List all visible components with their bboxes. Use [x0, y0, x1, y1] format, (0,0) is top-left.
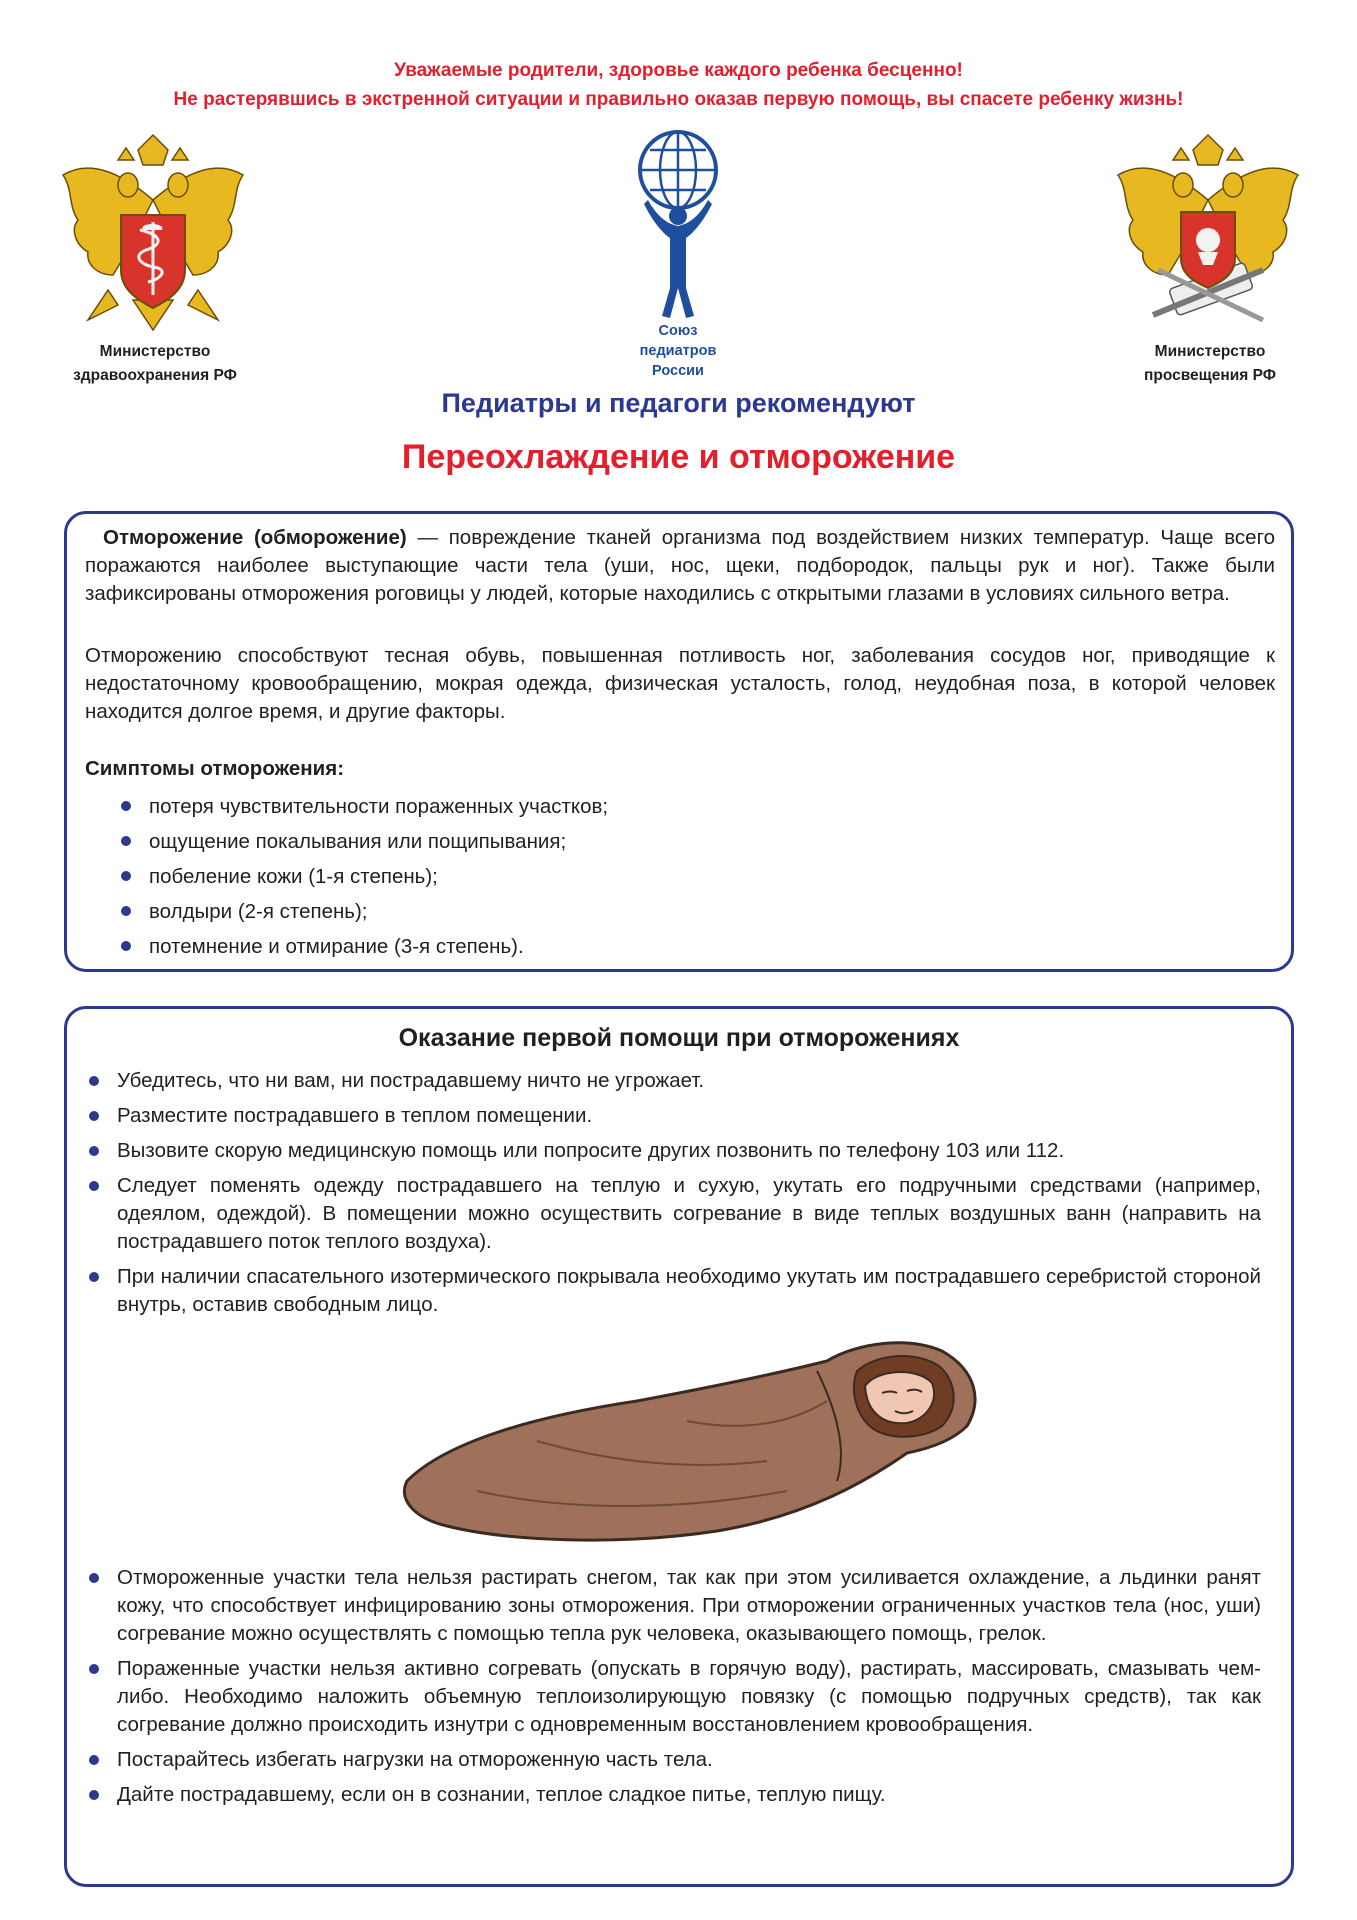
list-item	[81, 1137, 1261, 1165]
definition-paragraph	[85, 524, 1275, 608]
list-item	[81, 1655, 1261, 1739]
list-item	[81, 1564, 1261, 1648]
first-aid-title: Оказание первой помощи при отморожениях	[398, 1024, 960, 1052]
wrapped-person-illustration	[387, 1331, 987, 1556]
pediatricians-union-caption	[618, 321, 738, 381]
caption-line: Союз	[658, 323, 698, 339]
caption-line: здравоохранения РФ	[73, 367, 237, 384]
list-item	[113, 894, 608, 929]
header-line-1: Уважаемые родители, здоровье каждого ребенка бесценно!	[394, 60, 963, 81]
list-item	[81, 1067, 1261, 1095]
caption-line: России	[652, 363, 704, 379]
bullet-icon	[121, 801, 131, 811]
list-item-text: Разместите пострадавшего в теплом помещении.	[117, 1104, 593, 1127]
list-item-text: потемнение и отмирание (3-я степень).	[149, 935, 524, 958]
bullet-icon	[89, 1146, 99, 1156]
list-item-text: побеление кожи (1-я степень);	[149, 865, 438, 888]
bullet-icon	[89, 1111, 99, 1121]
caption-line: просвещения РФ	[1144, 367, 1276, 384]
list-item-text: Убедитесь, что ни вам, ни пострадавшему ничто не угрожает.	[117, 1069, 705, 1092]
list-item	[113, 789, 608, 824]
bullet-icon	[89, 1790, 99, 1800]
definition-text: — повреждение тканей организма под воздействием низких температур. Чаще всего поражаются наиболее выступающие части тела (уши, нос, щеки, подбородок, пальцы рук и ног). Также были зафиксированы отморожения роговицы у людей, которые находились с открытыми глазами в условиях сильного ветра.	[85, 526, 1275, 605]
caption-line: Министерство	[99, 343, 211, 360]
first-aid-list-bottom	[81, 1564, 1261, 1816]
list-item-text: Вызовите скорую медицинскую помощь или попросите других позвонить по телефону 103 или 112.	[117, 1139, 1065, 1162]
factors-paragraph: Отморожению способствуют тесная обувь, повышенная потливость ног, заболевания сосудов ног, приводящие к недостаточному кровообращению, мокрая одежда, физическая усталость, голод, неудобная поза, в которой человек находится долгое время, и другие факторы.	[85, 644, 1275, 723]
ministry-education-emblem-icon	[1113, 130, 1303, 340]
list-item-text: При наличии спасательного изотермического покрывала необходимо укутать им пострадавшего серебристой стороной внутрь, оставив свободным лицо.	[117, 1265, 1261, 1316]
bullet-icon	[89, 1272, 99, 1282]
symptoms-list	[113, 789, 608, 964]
bullet-icon	[89, 1181, 99, 1191]
list-item-text: Отмороженные участки тела нельзя растирать снегом, так как при этом усиливается охлаждение, а льдинки ранят кожу, что способствует инфицированию зоны отморожения. При отморожении ограниченных участков тела (нос, уши) согревание можно осуществлять с помощью тепла рук человека, оказывающего помощь, грелок.	[117, 1566, 1261, 1645]
bullet-icon	[121, 871, 131, 881]
first-aid-box	[64, 1006, 1294, 1887]
list-item	[113, 824, 608, 859]
ministry-health-emblem-icon	[58, 130, 248, 340]
bullet-icon	[89, 1076, 99, 1086]
symptoms-heading: Симптомы отморожения:	[85, 757, 345, 780]
list-item	[81, 1102, 1261, 1130]
list-item	[81, 1746, 1261, 1774]
bullet-icon	[121, 941, 131, 951]
page-title: Переохлаждение и отморожение	[401, 438, 956, 476]
list-item	[113, 929, 608, 964]
list-item	[81, 1263, 1261, 1319]
header-line-2: Не растерявшись в экстренной ситуации и правильно оказав первую помощь, вы спасете ребенку жизнь!	[173, 89, 1184, 110]
list-item	[81, 1781, 1261, 1809]
bullet-icon	[89, 1664, 99, 1674]
bullet-icon	[89, 1573, 99, 1583]
definition-term: Отморожение (обморожение)	[103, 526, 407, 549]
list-item-text: Постарайтесь избегать нагрузки на отмороженную часть тела.	[117, 1748, 713, 1771]
list-item	[113, 859, 608, 894]
list-item-text: потеря чувствительности пораженных участков;	[149, 795, 609, 818]
bullet-icon	[89, 1755, 99, 1765]
list-item-text: ощущение покалывания или пощипывания;	[149, 830, 567, 853]
caption-line: Министерство	[1154, 343, 1266, 360]
subtitle: Педиатры и педагоги рекомендуют	[441, 388, 916, 418]
list-item	[81, 1172, 1261, 1256]
list-item-text: волдыри (2-я степень);	[149, 900, 368, 923]
bullet-icon	[121, 836, 131, 846]
list-item-text: Дайте пострадавшему, если он в сознании, теплое сладкое питье, теплую пищу.	[117, 1783, 886, 1806]
bullet-icon	[121, 906, 131, 916]
definition-box	[64, 511, 1294, 972]
first-aid-list-top	[81, 1067, 1261, 1326]
list-item-text: Пораженные участки нельзя активно согревать (опускать в горячую воду), растирать, массировать, смазывать чем-либо. Необходимо наложить объемную теплоизолирующую повязку (с помощью подручных средств), так как согревание должно происходить изнутри с одновременным восстановлением кровообращения.	[117, 1657, 1261, 1736]
caption-line: педиатров	[639, 343, 717, 359]
ministry-education-caption	[1110, 340, 1310, 388]
pediatricians-union-logo-icon	[628, 128, 728, 323]
list-item-text: Следует поменять одежду пострадавшего на теплую и сухую, укутать его подручными средствами (например, одеялом, одеждой). В помещении можно осуществить согревание в виде теплых воздушных ванн (направить на пострадавшего поток теплого воздуха).	[117, 1174, 1261, 1253]
ministry-health-caption	[50, 340, 260, 388]
